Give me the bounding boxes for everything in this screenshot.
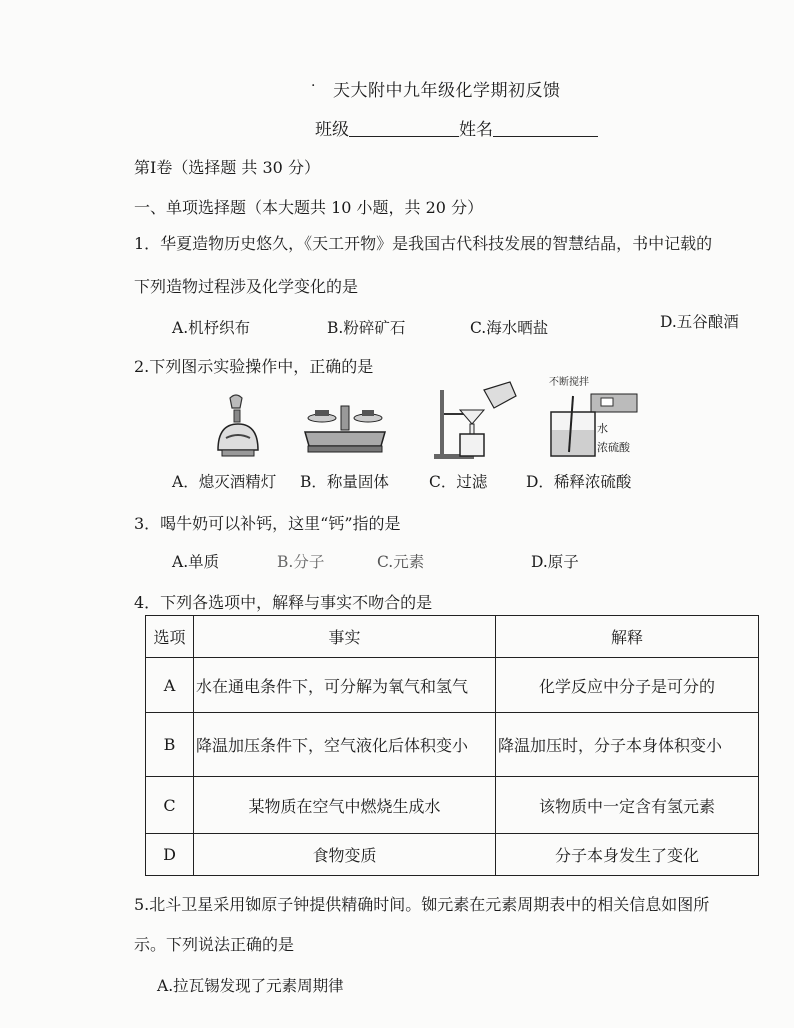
table-row	[146, 713, 759, 777]
water-label: 水	[597, 422, 608, 435]
q2-stem: 2.下列图示实验操作中，正确的是	[134, 357, 374, 376]
q3-stem: 3．喝牛奶可以补钙，这里“钙”指的是	[134, 514, 401, 533]
alcohol-lamp-figure	[208, 392, 268, 464]
q2-option-d[interactable]: D．稀释浓硫酸	[526, 473, 632, 491]
row-b-fact: 降温加压条件下，空气液化后体积变小	[194, 713, 496, 777]
row-c-explanation: 该物质中一定含有氢元素	[496, 777, 759, 834]
q3-option-b[interactable]: B.分子	[277, 553, 325, 571]
row-b-explanation: 降温加压时，分子本身体积变小	[496, 713, 759, 777]
table-header-row	[146, 616, 759, 658]
q5-option-a[interactable]: A.拉瓦锡发现了元素周期律	[157, 977, 344, 995]
table-row	[146, 658, 759, 713]
q2-option-c[interactable]: C．过滤	[429, 473, 488, 491]
row-a-fact: 水在通电条件下，可分解为氧气和氢气	[194, 658, 496, 713]
q1-option-b[interactable]: B.粉碎矿石	[327, 319, 406, 337]
filtration-figure	[432, 380, 522, 462]
row-a-explanation: 化学反应中分子是可分的	[496, 658, 759, 713]
row-c-fact: 某物质在空气中燃烧生成水	[194, 777, 496, 834]
q3-option-d[interactable]: D.原子	[531, 553, 579, 571]
title-text: 天大附中九年级化学期初反馈	[333, 81, 561, 101]
header-explanation: 解释	[496, 616, 759, 658]
row-d-explanation: 分子本身发生了变化	[496, 834, 759, 876]
header-fact: 事实	[194, 616, 496, 658]
name-label: 姓名	[459, 120, 493, 140]
name-blank[interactable]	[493, 136, 598, 137]
q2-option-a[interactable]: A．熄灭酒精灯	[172, 473, 277, 491]
q2-option-b[interactable]: B．称量固体	[300, 473, 389, 491]
q1-stem-line2: 下列造物过程涉及化学变化的是	[134, 277, 359, 296]
q1-option-c[interactable]: C.海水晒盐	[470, 319, 549, 337]
row-c-label: C	[146, 777, 194, 834]
q5-stem-line1: 5.北斗卫星采用铷原子钟提供精确时间。铷元素在元素周期表中的相关信息如图所	[134, 895, 710, 914]
student-info-line	[315, 115, 598, 140]
q1-option-a[interactable]: A.机杼织布	[172, 319, 251, 337]
facts-table	[145, 615, 759, 876]
page-title	[311, 76, 561, 101]
table-row	[146, 834, 759, 876]
row-d-label: D	[146, 834, 194, 876]
row-a-label: A	[146, 658, 194, 713]
stir-label: 不断搅拌	[549, 377, 589, 388]
row-d-fact: 食物变质	[194, 834, 496, 876]
balance-figure	[300, 400, 390, 460]
q1-stem-line1: 1．华夏造物历史悠久，《天工开物》是我国古代科技发展的智慧结晶，书中记载的	[134, 234, 713, 253]
table-row	[146, 777, 759, 834]
q1-option-d[interactable]: D.五谷酿酒	[660, 313, 739, 331]
acid-label: 浓硫酸	[597, 441, 630, 454]
q5-stem-line2: 示。下列说法正确的是	[134, 935, 295, 954]
q3-option-c[interactable]: C.元素	[377, 553, 425, 571]
class-label: 班级	[315, 120, 349, 140]
class-blank[interactable]	[349, 136, 459, 137]
margin-dot: ·	[311, 78, 316, 94]
row-b-label: B	[146, 713, 194, 777]
header-option: 选项	[146, 616, 194, 658]
q4-stem: 4．下列各选项中，解释与事实不吻合的是	[134, 593, 433, 612]
q3-option-a[interactable]: A.单质	[172, 553, 220, 571]
part-heading: 一、单项选择题（本大题共 10 小题，共 20 分）	[134, 198, 484, 217]
volume-heading: 第Ⅰ卷（选择题 共 30 分）	[134, 158, 320, 177]
